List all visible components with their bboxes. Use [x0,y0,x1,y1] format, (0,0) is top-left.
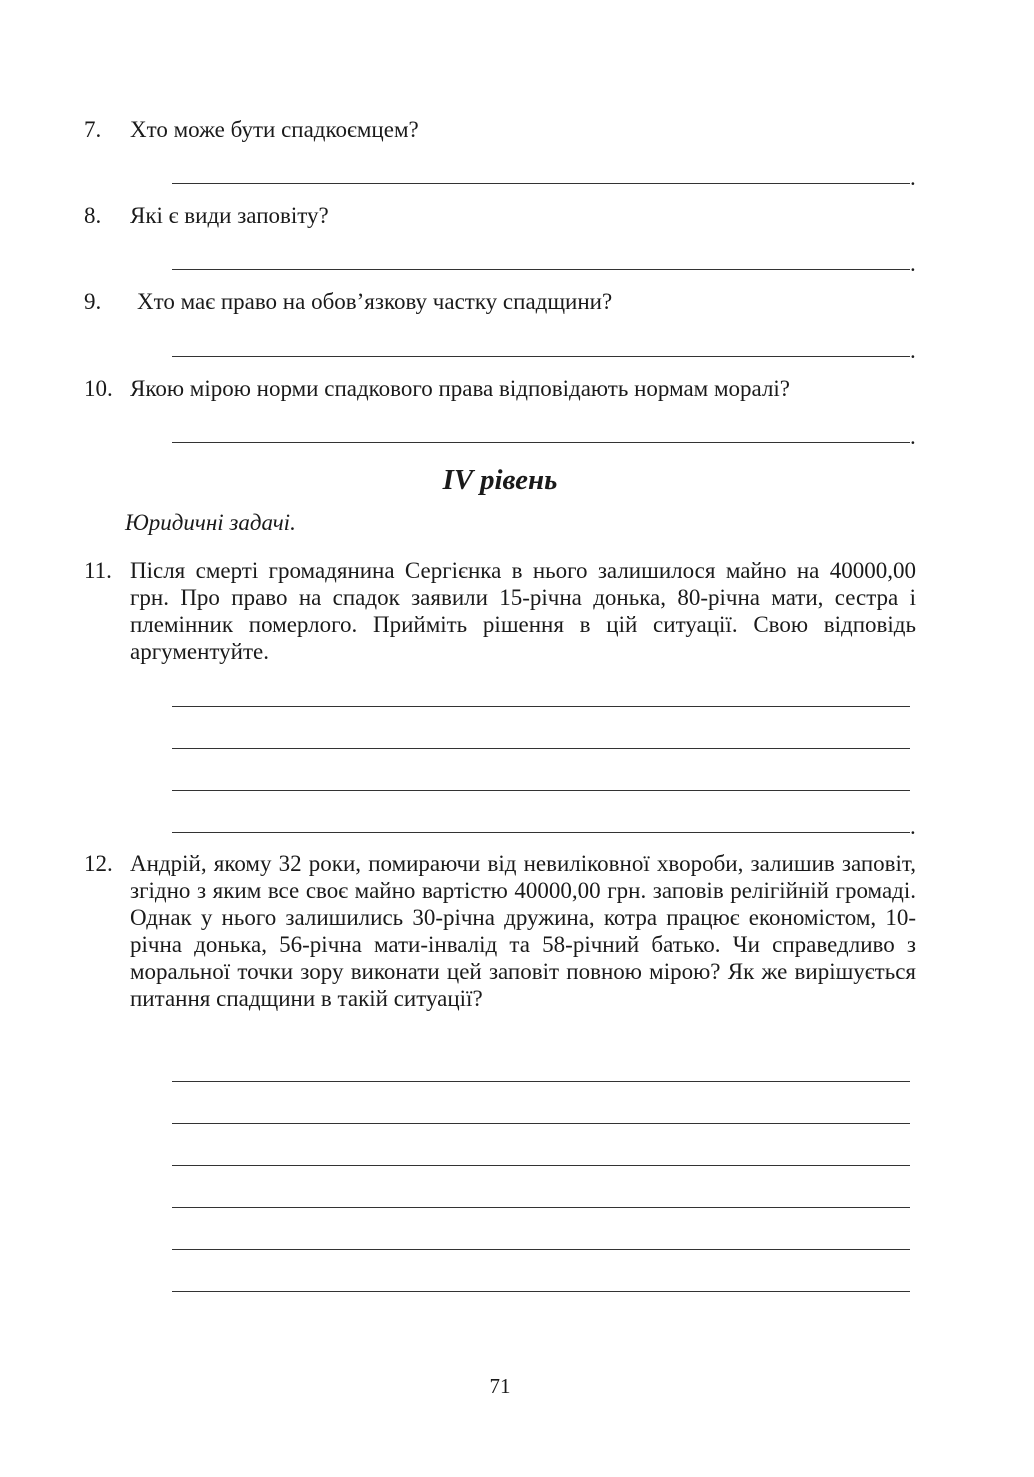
question-text: Які є види заповіту? [130,203,329,228]
question-number: 7. [84,117,102,142]
answer-line[interactable] [172,269,910,270]
answer-line[interactable] [172,1291,910,1292]
answer-line[interactable] [172,1249,910,1250]
line-end-period: . [910,338,916,363]
answer-line[interactable] [172,748,910,749]
answer-line[interactable] [172,442,910,443]
question-number: 8. [84,203,102,228]
task-text: Після смерті громадянина Сергієнка в нього залишилося майно на 40000,00 грн. Про право на спадок заявили 15-річна донька, 80-річна мати, сестра і племінник померлого. Прийміть рішення в цій ситуації. Свою відповідь аргументуйте. [130,558,916,664]
answer-line[interactable] [172,832,910,833]
question-text: Хто має право на обов’язкову частку спадщини? [137,289,613,314]
question-number: 10. [84,376,113,401]
answer-line[interactable] [172,183,910,184]
answer-line[interactable] [172,1165,910,1166]
task-11 [84,557,916,665]
level-heading: IV рівень [442,464,558,496]
answer-line[interactable] [172,1207,910,1208]
question-number: 9. [84,289,102,314]
task-number: 12. [84,851,113,876]
question-text: Хто може бути спадкоємцем? [130,117,419,142]
question-8 [84,202,916,229]
answer-line[interactable] [172,1123,910,1124]
answer-line[interactable] [172,1081,910,1082]
question-10 [84,375,916,402]
line-end-period: . [910,424,916,449]
line-end-period: . [910,251,916,276]
question-9 [84,288,916,315]
task-text: Андрій, якому 32 роки, помираючи від невиліковної хвороби, залишив заповіт, згідно з яким все своє майно вартістю 40000,00 грн. заповів релігійній громаді. Однак у нього залишились 30-річна дружина, котра працює економістом, 10-річна донька, 56-річна мати-інвалід та 58-річний батько. Чи справедливо з моральної точки зору виконати цей заповіт повною мірою? Як же вирішується питання спадщини в такій ситуації? [130,851,916,1011]
task-number: 11. [84,558,112,583]
answer-line[interactable] [172,706,910,707]
question-7 [84,116,916,143]
task-12 [84,850,916,1012]
answer-line[interactable] [172,790,910,791]
page-number: 71 [489,1374,511,1398]
line-end-period: . [910,814,916,839]
answer-line[interactable] [172,356,910,357]
section-subheading: Юридичні задачі. [125,510,296,535]
question-text: Якою мірою норми спадкового права відповідають нормам моралі? [130,376,791,401]
line-end-period: . [910,165,916,190]
